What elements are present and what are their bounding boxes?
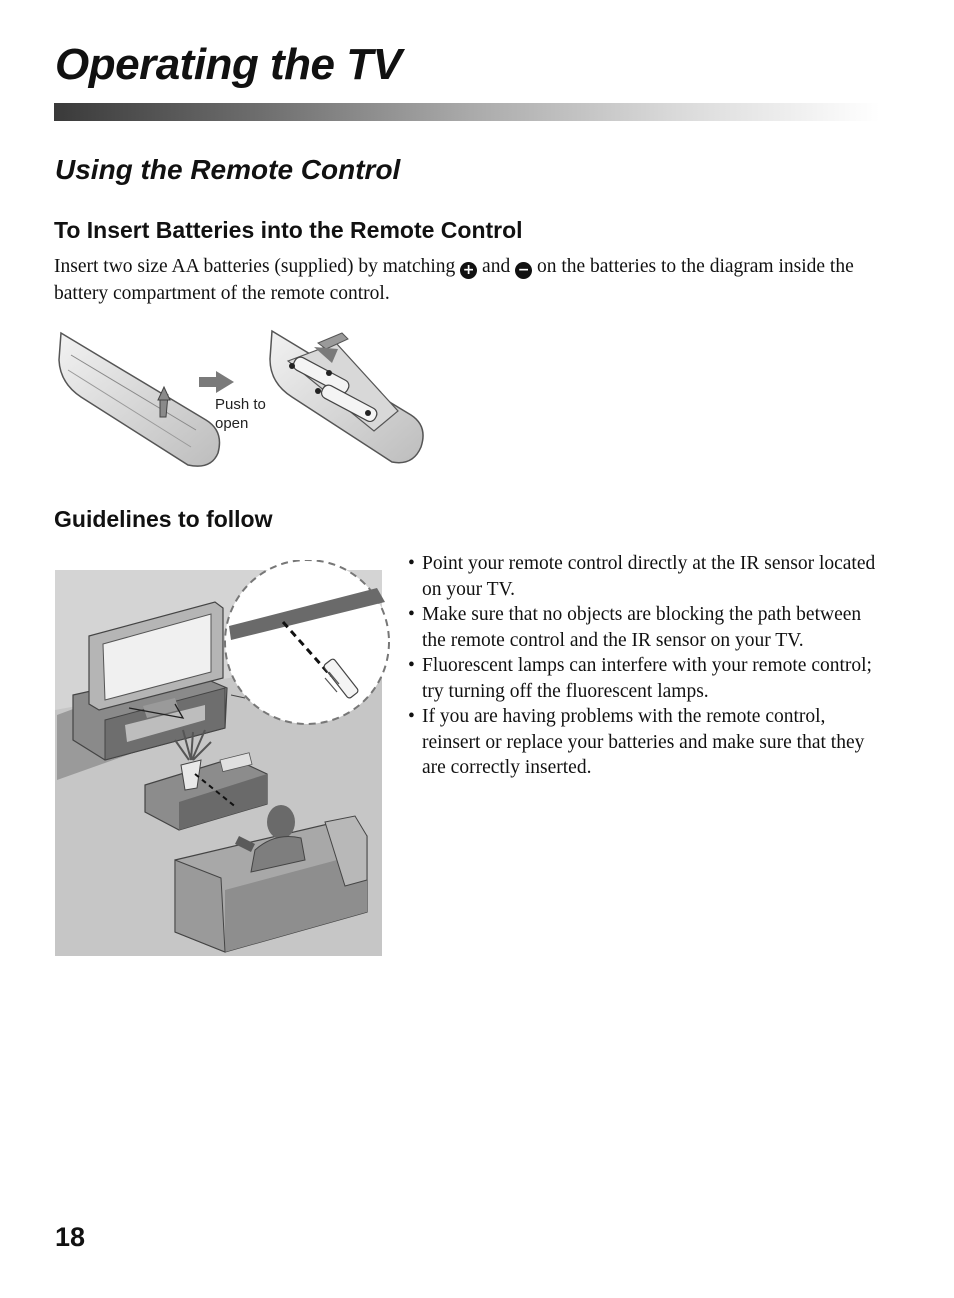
batteries-text-before: Insert two size AA batteries (supplied) by matching: [54, 256, 456, 277]
list-item: • If you are having problems with the remote control, reinsert or replace your batteries and make sure that they are correctly inserted.: [408, 704, 886, 781]
batteries-instructions: [54, 253, 884, 307]
page-title: Operating the TV: [55, 40, 402, 89]
guidelines-heading: Guidelines to follow: [54, 506, 273, 532]
list-item: • Fluorescent lamps can interfere with your remote control; try turning off the fluorescent lamps.: [408, 653, 886, 704]
batteries-heading: To Insert Batteries into the Remote Control: [54, 217, 523, 243]
room-illustration: [55, 560, 391, 958]
arrow-right-icon: [199, 371, 234, 393]
push-to-open-label: Push to open: [215, 396, 266, 432]
remote-closed-illustration: [59, 333, 220, 466]
batteries-text-and: and: [482, 256, 511, 277]
batteries-text-after: on the batteries to the diagram inside the battery compartment of the remote control.: [54, 256, 854, 304]
list-item: • Make sure that no objects are blocking the path between the remote control and the IR sensor on your TV.: [408, 602, 886, 653]
guidelines-list: [408, 551, 886, 781]
ir-sensor-zoom-inset: [225, 560, 389, 724]
section-title: Using the Remote Control: [55, 154, 401, 185]
remote-open-illustration: [270, 331, 423, 463]
page-number: 18: [55, 1222, 86, 1252]
minus-icon: −: [515, 262, 532, 279]
list-item: • Point your remote control directly at the IR sensor located on your TV.: [408, 551, 886, 602]
plus-icon: +: [460, 262, 477, 279]
title-underline-bar: [54, 103, 880, 121]
